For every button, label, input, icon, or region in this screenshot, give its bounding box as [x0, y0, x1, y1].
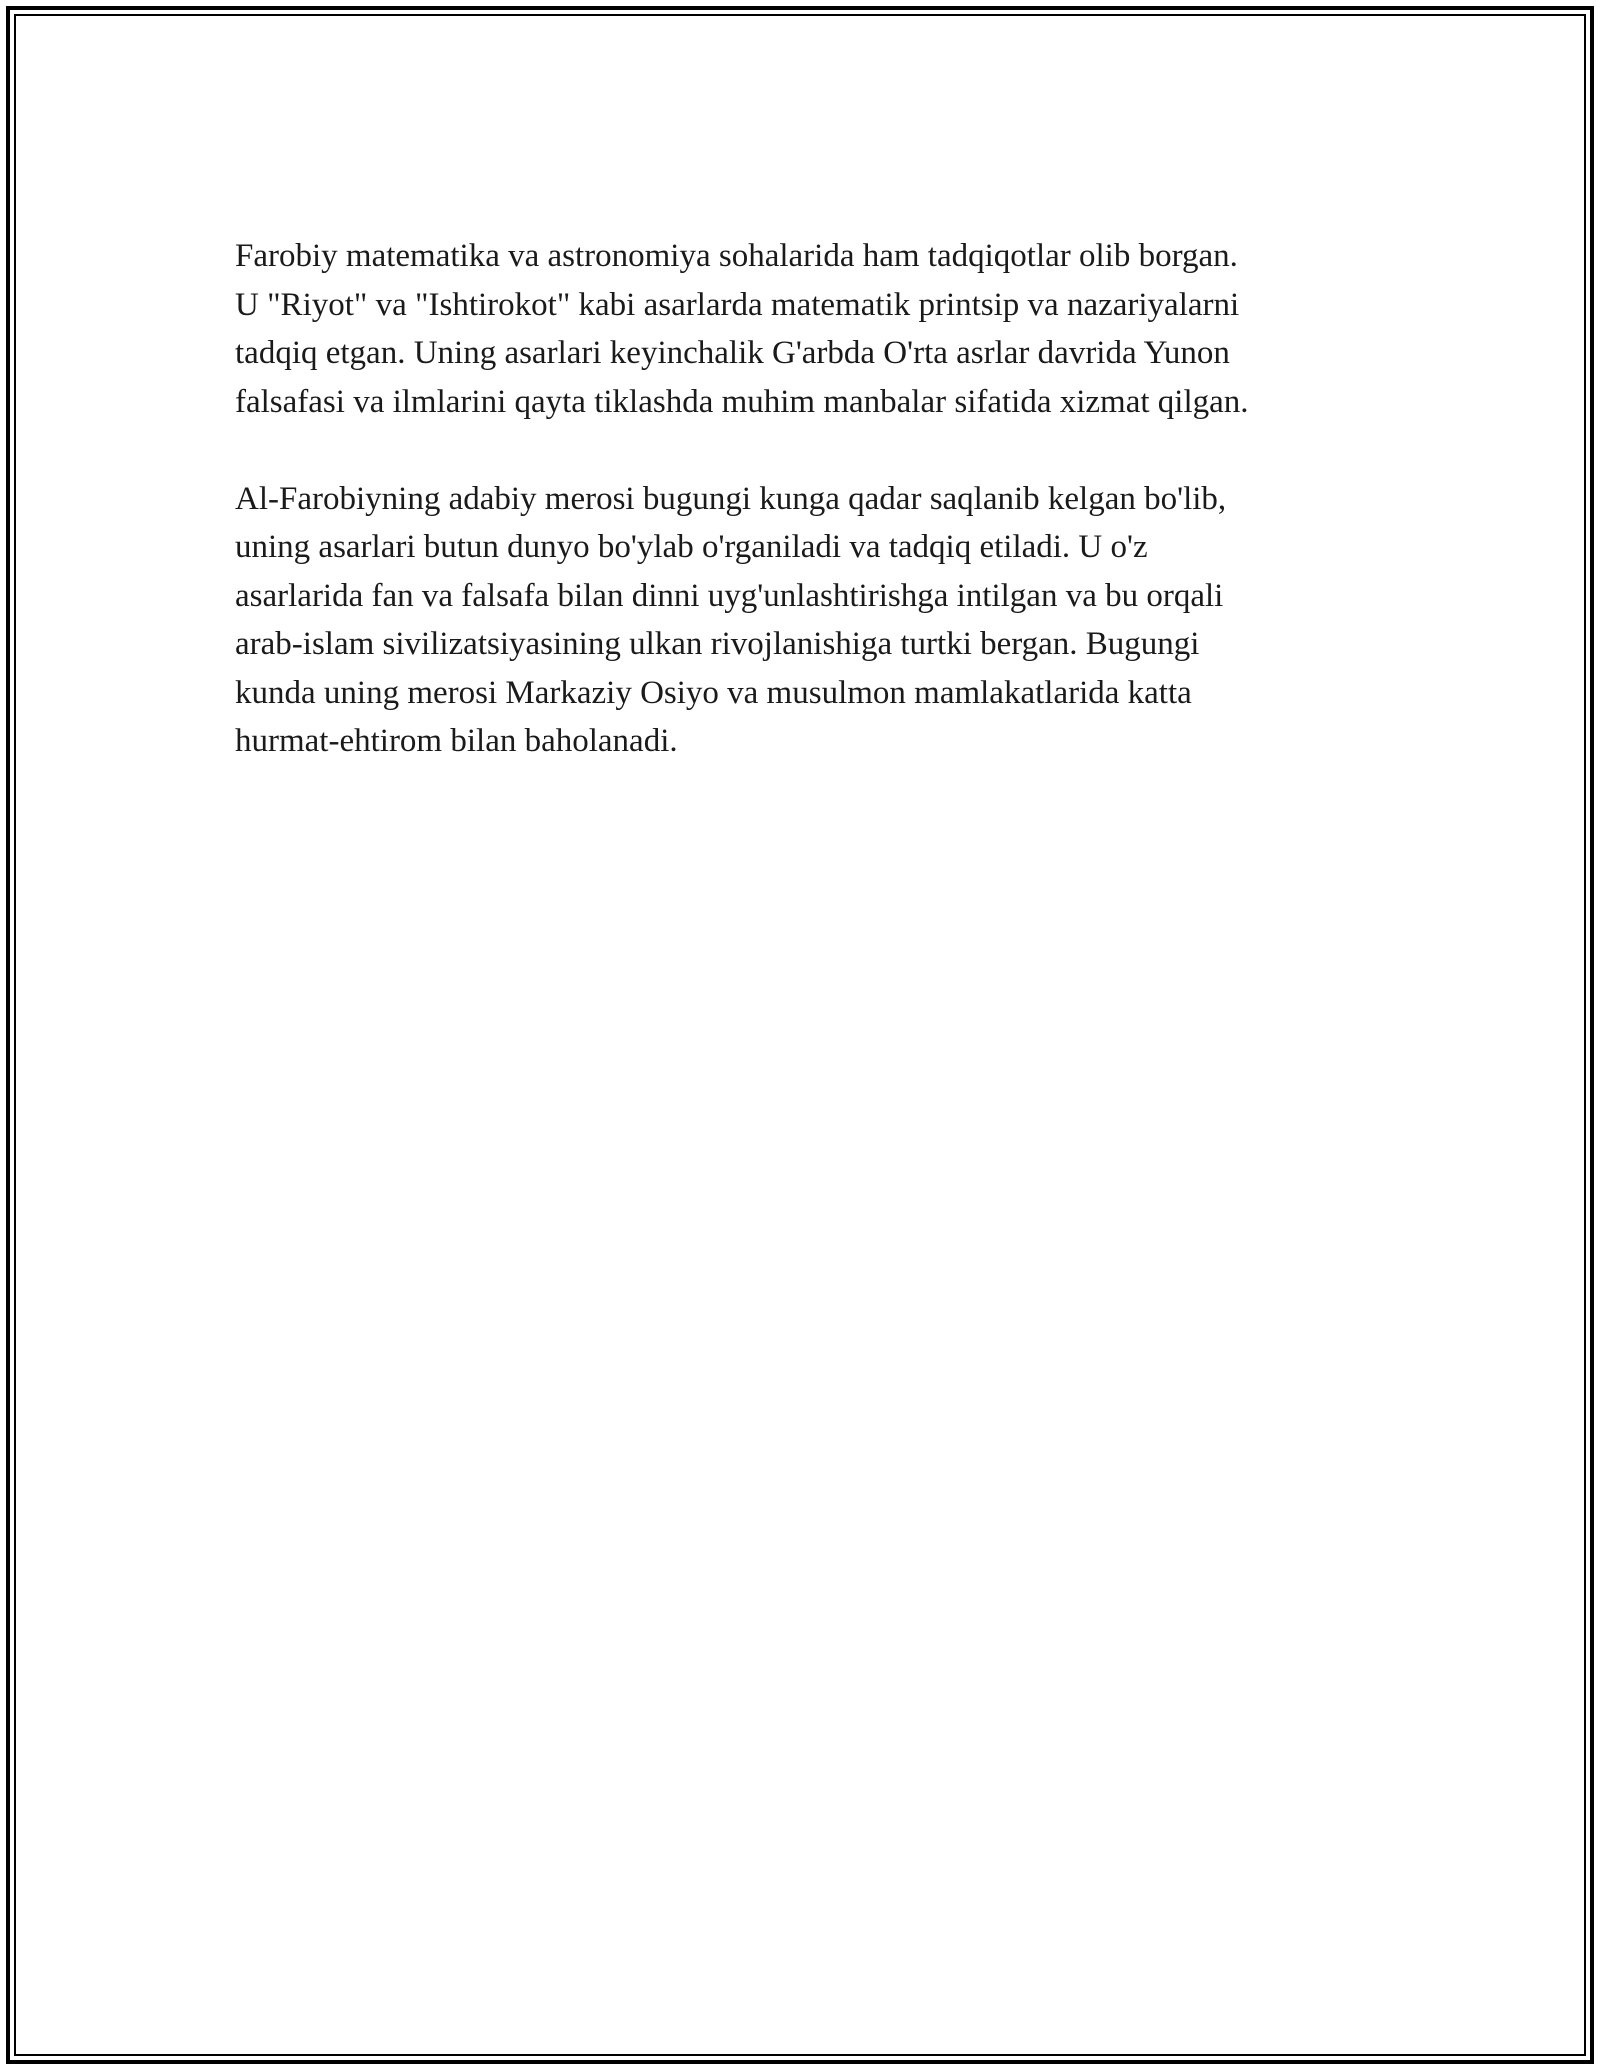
text-line: Farobiy matematika va astronomiya sohalarida ham tadqiqotlar olib borgan.	[235, 238, 1238, 274]
text-line: tadqiq etgan. Uning asarlari keyinchalik G'arbda O'rta asrlar davrida Yunon	[235, 335, 1230, 371]
text-line: U "Riyot" va "Ishtirokot" kabi asarlarda matematik printsip va nazariyalarni	[235, 286, 1240, 323]
text-line: asarlarida fan va falsafa bilan dinni uyg'unlashtirishga intilgan va bu orqali	[235, 577, 1224, 614]
text-line: arab-islam sivilizatsiyasining ulkan rivojlanishiga turtki bergan. Bugungi	[235, 626, 1200, 662]
text-line: Al-Farobiyning adabiy merosi bugungi kunga qadar saqlanib kelgan bo'lib,	[235, 480, 1227, 517]
text-line: uning asarlari butun dunyo bo'ylab o'rganiladi va tadqiq etiladi. U o'z	[235, 529, 1148, 565]
text-line: kunda uning merosi Markaziy Osiyo va musulmon mamlakatlarida katta	[235, 674, 1192, 711]
text-line: hurmat-ehtirom bilan baholanadi.	[235, 723, 678, 759]
paragraph-literary-legacy	[235, 475, 1415, 766]
paragraph-mathematics-astronomy	[235, 232, 1415, 426]
document-body	[235, 232, 1415, 814]
text-line: falsafasi va ilmlarini qayta tiklashda muhim manbalar sifatida xizmat qilgan.	[235, 383, 1249, 420]
